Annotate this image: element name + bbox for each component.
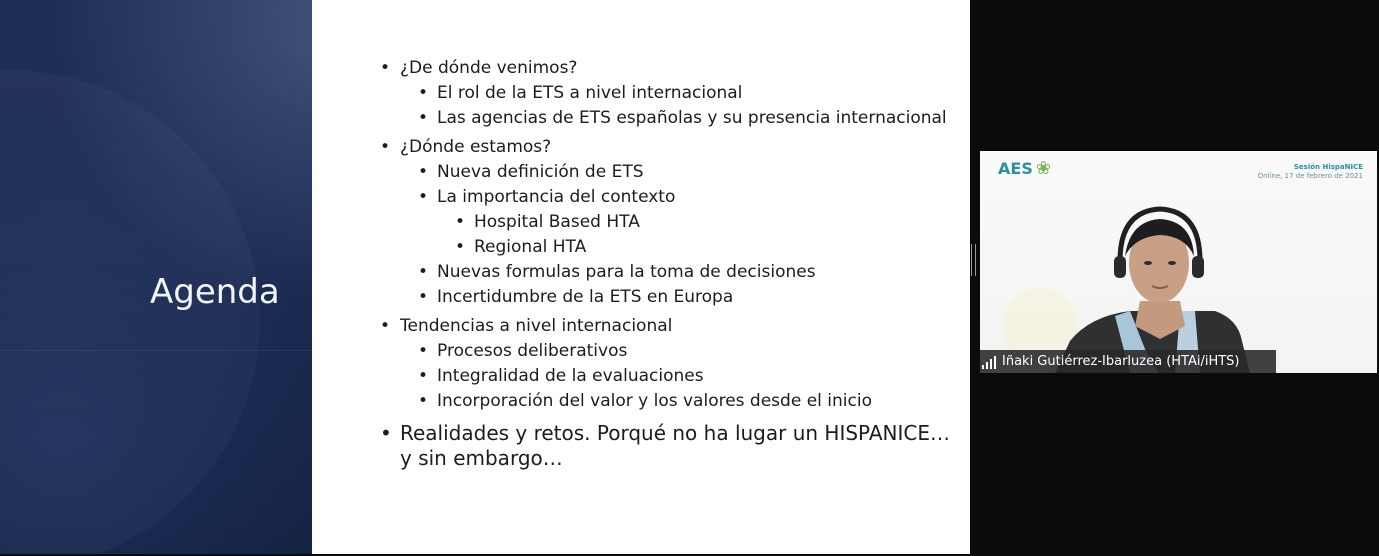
resize-handle[interactable] [971,244,977,276]
outline-item-text: Incorporación del valor y los valores desde el inicio [437,391,872,411]
outline-item-text: La importancia del contexto [437,187,676,207]
bullet-icon: • [380,58,391,78]
outline-item [380,287,950,307]
participant-name: Iñaki Gutiérrez-Ibarluzea (HTAi/iHTS) [1002,354,1240,369]
participant-video-feed [980,151,1377,373]
outline-item-text: Integralidad de la evaluaciones [437,366,704,386]
outline-item [380,391,950,411]
outline-item [380,137,950,157]
bullet-icon: • [418,162,429,182]
decorative-arc [0,70,260,554]
slide-title: Agenda [150,272,280,312]
outline-item-text: El rol de la ETS a nivel internacional [437,83,743,103]
signal-bars-icon [982,355,996,369]
tree-icon: ❀ [1035,158,1051,179]
bullet-icon: • [418,391,429,411]
session-title: Sesión HispaNICE [1293,163,1363,171]
bullet-icon: • [418,187,429,207]
outline-item [380,212,950,232]
bullet-icon: • [418,108,429,128]
bullet-icon: • [418,366,429,386]
outline-item-text: Incertidumbre de la ETS en Europa [437,287,734,307]
outline-item [380,162,950,182]
slide-title-panel [0,0,312,554]
outline-item [380,341,950,361]
bullet-icon: • [380,421,392,445]
bullet-icon: • [455,237,466,257]
outline-item [380,421,950,471]
outline-item-text: Las agencias de ETS españolas y su presencia internacional [437,108,947,128]
outline-item-text: ¿De dónde venimos? [400,58,578,78]
session-date: Online, 17 de febrero de 2021 [1257,172,1363,180]
participant-name-label [980,350,1276,373]
bullet-icon: • [418,287,429,307]
outline-item-text: Regional HTA [474,237,587,257]
outline-item [380,58,950,78]
outline-item-text: ¿Dónde estamos? [400,137,552,157]
outline-item-text: Nueva definición de ETS [437,162,644,182]
outline-item [380,83,950,103]
outline-item [380,108,950,128]
outline-item-text: Procesos deliberativos [437,341,628,361]
outline-item-text: Nuevas formulas para la toma de decisiones [437,262,816,282]
outline-item-text: Tendencias a nivel internacional [400,316,673,336]
bullet-icon: • [380,137,391,157]
outline-item [380,237,950,257]
decorative-line [0,350,312,351]
outline-item-text: Realidades y retos. Porqué no ha lugar un HISPANICE… y sin embargo… [400,421,950,470]
bullet-icon: • [418,341,429,361]
outline-item [380,316,950,336]
aes-logo-text: AES [998,159,1033,178]
bullet-icon: • [380,316,391,336]
outline-item [380,366,950,386]
handle-line [971,244,972,276]
slide-content-panel [312,0,970,554]
outline-item [380,187,950,207]
bullet-icon: • [455,212,466,232]
handle-line [975,244,976,276]
bullet-icon: • [418,262,429,282]
agenda-outline [380,58,950,471]
outline-item-text: Hospital Based HTA [474,212,640,232]
participant-video-tile[interactable] [980,151,1377,373]
bullet-icon: • [418,83,429,103]
outline-item [380,262,950,282]
